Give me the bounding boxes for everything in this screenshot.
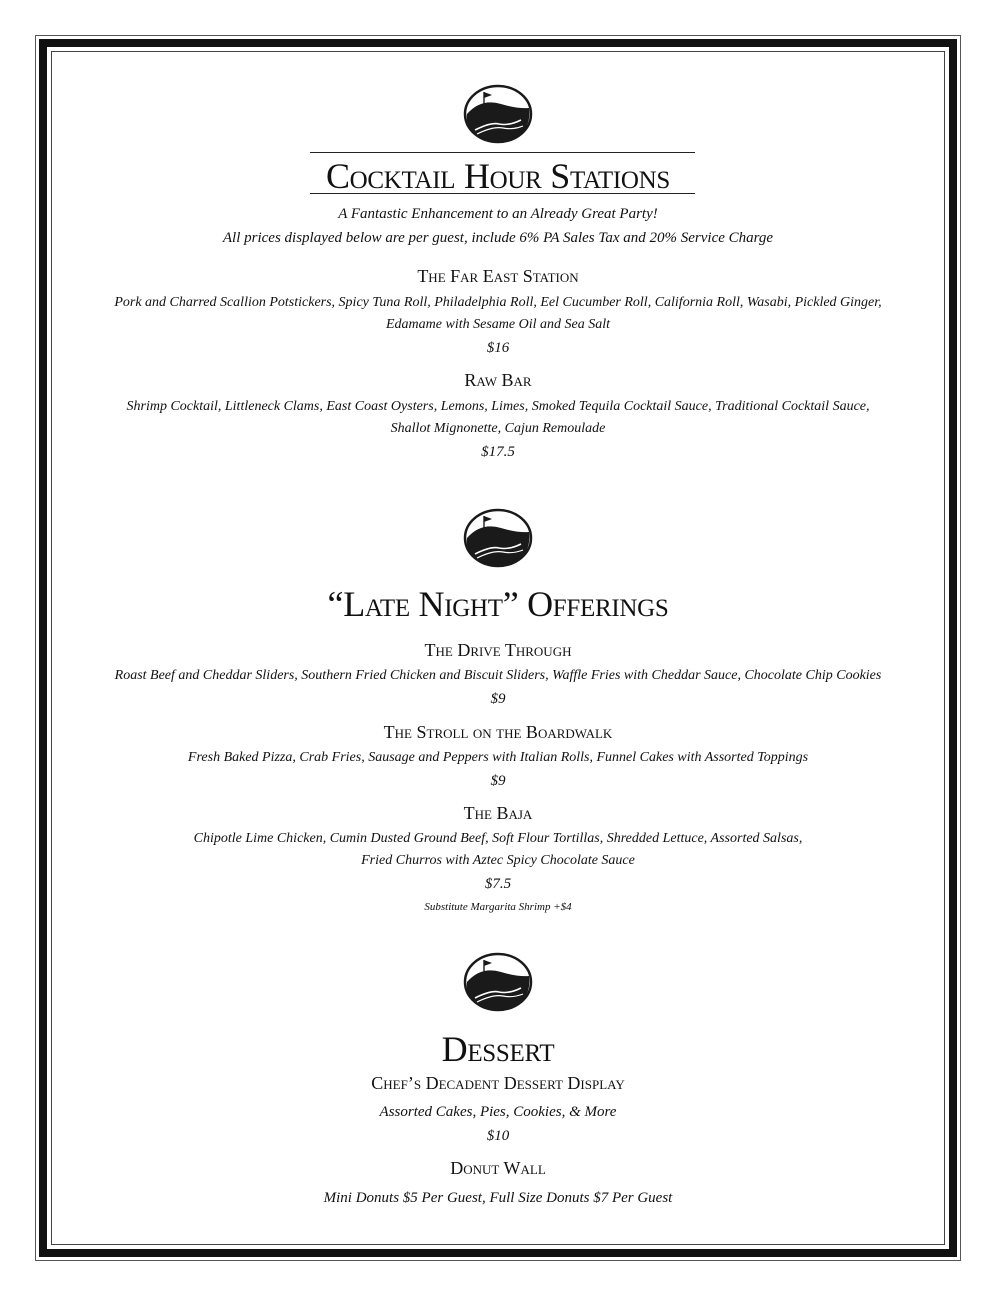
station-price-boardwalk: $9: [490, 773, 506, 789]
station-items-far-east: Pork and Charred Scallion Potstickers, Spicy Tuna Roll, Philadelphia Roll, Eel Cucumber Roll, California Roll, Wasabi, Pickled Ginger,: [114, 295, 882, 310]
title-rule-top: [310, 152, 695, 153]
station-items-boardwalk: Fresh Baked Pizza, Crab Fries, Sausage and Peppers with Italian Rolls, Funnel Cakes with Assorted Toppings: [187, 750, 809, 765]
title-rule-bottom: [310, 193, 695, 194]
station-items-baja-cont: Fried Churros with Aztec Spicy Chocolate Sauce: [361, 853, 635, 868]
station-name-dessert-display: Chef’s Decadent Dessert Display: [371, 1073, 625, 1093]
station-price-far-east: $16: [486, 340, 510, 356]
station-name-raw-bar: Raw Bar: [464, 370, 532, 390]
station-items-raw-bar-cont: Shallot Mignonette, Cajun Remoulade: [390, 421, 606, 436]
cocktail-tagline: A Fantastic Enhancement to an Already Great Party!: [338, 206, 658, 222]
station-items-baja: Chipotle Lime Chicken, Cumin Dusted Ground Beef, Soft Flour Tortillas, Shredded Lettuce, Assorted Salsas,: [193, 831, 803, 846]
station-items-dessert-display: Assorted Cakes, Pies, Cookies, & More: [379, 1104, 617, 1120]
station-price-baja: $7.5: [484, 876, 512, 892]
station-name-boardwalk: The Stroll on the Boardwalk: [383, 722, 613, 742]
station-name-donut-wall: Donut Wall: [450, 1158, 546, 1178]
station-name-far-east: The Far East Station: [417, 266, 579, 286]
menu-page: [60, 60, 936, 1240]
station-items-drive-through: Roast Beef and Cheddar Sliders, Southern Fried Chicken and Biscuit Sliders, Waffle Fries with Cheddar Sauce, Chocolate Chip Cookies: [114, 668, 882, 683]
station-name-baja: The Baja: [463, 803, 533, 823]
station-name-drive-through: The Drive Through: [424, 640, 572, 660]
station-price-dessert-display: $10: [486, 1128, 510, 1144]
cocktail-section-title: Cocktail Hour Stations: [325, 156, 671, 196]
golf-course-flag-icon: [463, 508, 533, 568]
golf-course-flag-icon: [463, 84, 533, 144]
station-items-donut-wall: Mini Donuts $5 Per Guest, Full Size Donuts $7 Per Guest: [323, 1190, 673, 1206]
pricing-note: All prices displayed below are per guest, include 6% PA Sales Tax and 20% Service Charge: [222, 230, 774, 246]
golf-course-flag-icon: [463, 952, 533, 1012]
station-note-baja: Substitute Margarita Shrimp +$4: [424, 901, 572, 913]
late-night-section-title: “Late Night” Offerings: [327, 584, 669, 624]
station-price-raw-bar: $17.5: [481, 444, 515, 460]
station-items-far-east-cont: Edamame with Sesame Oil and Sea Salt: [386, 317, 610, 332]
dessert-section-title: Dessert: [441, 1029, 555, 1069]
station-price-drive-through: $9: [490, 691, 506, 707]
station-items-raw-bar: Shrimp Cocktail, Littleneck Clams, East Coast Oysters, Lemons, Limes, Smoked Tequila Cocktail Sauce, Traditional Cocktail Sauce,: [126, 399, 870, 414]
